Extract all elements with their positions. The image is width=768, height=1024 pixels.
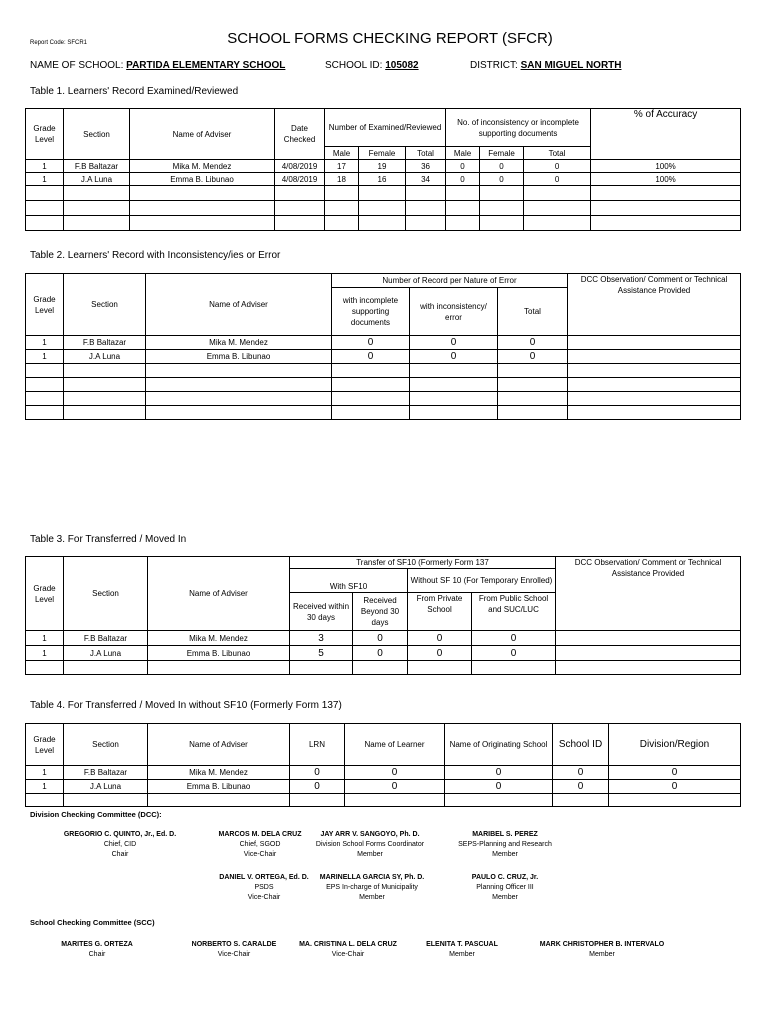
col-female: Female: [359, 147, 406, 160]
signatory-name: DANIEL V. ORTEGA, Ed. D.: [219, 874, 309, 881]
cell-adviser: Mika M. Mendez: [148, 631, 290, 646]
col-total: Total: [406, 147, 446, 160]
col-incomplete-docs: with incomplete supporting documents: [332, 288, 410, 336]
cell-accuracy: 100%: [591, 173, 741, 186]
col-nature-of-error: Number of Record per Nature of Error: [332, 274, 568, 288]
cell-school-id: 0: [553, 780, 609, 794]
table1-caption: Table 1. Learners' Record Examined/Reviewed: [30, 86, 239, 97]
cell-section: F.B Baltazar: [64, 766, 148, 780]
cell-grade: 1: [26, 173, 64, 186]
table-row: [26, 160, 741, 173]
signatory: [50, 830, 190, 860]
signatory-role: Vice-Chair: [247, 894, 281, 901]
col-date-checked: Date Checked: [275, 109, 325, 160]
table-row: [26, 631, 741, 646]
col-adviser: Name of Adviser: [130, 109, 275, 160]
cell-male: 18: [325, 173, 359, 186]
cell-incomplete: 0: [332, 336, 410, 350]
dcc-label: Division Checking Committee (DCC):: [30, 810, 162, 819]
table-row-empty: [26, 378, 741, 392]
cell-inconsistency: 0: [410, 350, 498, 364]
cell-private: 0: [408, 646, 472, 661]
signatory-title: SEPS-Planning and Research: [458, 841, 552, 848]
cell-within-30: 3: [290, 631, 353, 646]
signatory-title: EPS In-charge of Municipality: [326, 884, 418, 891]
signatory: [392, 940, 532, 960]
table-row: [26, 350, 741, 364]
col-learner-name: Name of Learner: [345, 724, 445, 766]
signatory-role: Vice-Chair: [243, 851, 277, 858]
cell-beyond-30: 0: [353, 631, 408, 646]
signatory-name: MARIBEL S. PEREZ: [472, 831, 538, 838]
table-row-empty: [26, 794, 741, 807]
col-section: Section: [64, 109, 130, 160]
cell-inc-total: 0: [524, 160, 591, 173]
school-name-field: NAME OF SCHOOL: PARTIDA ELEMENTARY SCHOOL: [30, 60, 286, 71]
signatory-name: MA. CRISTINA L. DELA CRUZ: [299, 941, 397, 948]
signatory-title: Division School Forms Coordinator: [315, 841, 425, 848]
cell-division: 0: [609, 780, 741, 794]
cell-beyond-30: 0: [353, 646, 408, 661]
table2-caption: Table 2. Learners' Record with Inconsistency/ies or Error: [30, 250, 281, 261]
signatory: [435, 830, 575, 860]
cell-grade: 1: [26, 350, 64, 364]
signatory: [300, 830, 440, 860]
cell-accuracy: 100%: [591, 160, 741, 173]
cell-inc-male: 0: [446, 160, 480, 173]
signatory-name: JAY ARR V. SANGOYO, Ph. D.: [320, 831, 420, 838]
col-total: Total: [524, 147, 591, 160]
cell-section: J.A Luna: [64, 780, 148, 794]
col-accuracy: % of Accuracy: [591, 109, 741, 160]
col-adviser: Name of Adviser: [146, 274, 332, 336]
col-grade-level: Grade Level: [26, 557, 64, 631]
cell-section: J.A Luna: [64, 646, 148, 661]
col-with-sf10: With SF10: [290, 569, 408, 593]
cell-section: J.A Luna: [64, 350, 146, 364]
col-without-sf10: Without SF 10 (For Temporary Enrolled): [408, 569, 556, 593]
cell-public: 0: [472, 646, 556, 661]
col-from-private: From Private School: [408, 593, 472, 631]
col-school-id: School ID: [553, 724, 609, 766]
signatory-name: NORBERTO S. CARALDE: [191, 941, 277, 948]
col-adviser: Name of Adviser: [148, 557, 290, 631]
col-female: Female: [480, 147, 524, 160]
table-row-empty: [26, 186, 741, 201]
table1-learners-examined: [25, 108, 741, 231]
table-row-empty: [26, 216, 741, 231]
cell-section: F.B Baltazar: [64, 631, 148, 646]
cell-adviser: Mika M. Mendez: [130, 160, 275, 173]
signatory-role: Vice-Chair: [331, 951, 365, 958]
cell-inconsistency: 0: [410, 336, 498, 350]
cell-adviser: Mika M. Mendez: [146, 336, 332, 350]
report-title: SCHOOL FORMS CHECKING REPORT (SFCR): [227, 30, 553, 47]
signatory: [302, 873, 442, 903]
signatory-role: Chair: [88, 951, 106, 958]
col-transfer-sf10: Transfer of SF10 (Formerly Form 137: [290, 557, 556, 569]
cell-total: 34: [406, 173, 446, 186]
cell-within-30: 5: [290, 646, 353, 661]
col-dcc-observation: DCC Observation/ Comment or Technical Assistance Provided: [568, 274, 741, 336]
signatory-name: PAULO C. CRUZ, Jr.: [471, 874, 539, 881]
scc-label: School Checking Committee (SCC): [30, 918, 155, 927]
col-from-public: From Public School and SUC/LUC: [472, 593, 556, 631]
col-within-30-days: Received within 30 days: [290, 593, 353, 631]
report-code: Report Code: SFCR1: [30, 40, 88, 46]
table2-inconsistency: [25, 273, 741, 420]
signatory-role: Member: [589, 951, 615, 958]
col-beyond-30-days: Received Beyond 30 days: [353, 593, 408, 631]
cell-section: F.B Baltazar: [64, 336, 146, 350]
signatory-role: Member: [492, 851, 518, 858]
table-row-empty: [26, 661, 741, 675]
col-inconsistency-error: with inconsistency/ error: [410, 288, 498, 336]
cell-female: 19: [359, 160, 406, 173]
cell-incomplete: 0: [332, 350, 410, 364]
table-row-empty: [26, 201, 741, 216]
signatory-role: Member: [449, 951, 475, 958]
signatory-name: GREGORIO C. QUINTO, Jr., Ed. D.: [63, 831, 177, 838]
table3-caption: Table 3. For Transferred / Moved In: [30, 534, 187, 545]
cell-section: J.A Luna: [64, 173, 130, 186]
table-row: [26, 173, 741, 186]
signatory-name: MARCOS M. DELA CRUZ: [218, 831, 302, 838]
table-row: [26, 336, 741, 350]
signatory-role: Member: [359, 894, 385, 901]
cell-grade: 1: [26, 631, 64, 646]
cell-grade: 1: [26, 160, 64, 173]
cell-grade: 1: [26, 336, 64, 350]
cell-inc-total: 0: [524, 173, 591, 186]
cell-public: 0: [472, 631, 556, 646]
cell-school-id: 0: [553, 766, 609, 780]
cell-origin: 0: [445, 766, 553, 780]
col-grade-level: Grade Level: [26, 724, 64, 766]
cell-grade: 1: [26, 780, 64, 794]
col-dcc-observation: DCC Observation/ Comment or Technical Assistance Provided: [556, 557, 741, 631]
table4-without-sf10: [25, 723, 741, 807]
col-section: Section: [64, 557, 148, 631]
cell-lrn: 0: [290, 780, 345, 794]
signatory: [435, 873, 575, 903]
cell-grade: 1: [26, 646, 64, 661]
cell-adviser: Emma B. Libunao: [130, 173, 275, 186]
cell-female: 16: [359, 173, 406, 186]
cell-origin: 0: [445, 780, 553, 794]
table-row-empty: [26, 364, 741, 378]
col-male: Male: [325, 147, 359, 160]
school-id-field: SCHOOL ID: 105082: [325, 60, 419, 71]
table-row: [26, 766, 741, 780]
table-row: [26, 646, 741, 661]
col-adviser: Name of Adviser: [148, 724, 290, 766]
cell-inc-female: 0: [480, 160, 524, 173]
col-grade-level: Grade Level: [26, 109, 64, 160]
cell-inc-female: 0: [480, 173, 524, 186]
cell-adviser: Emma B. Libunao: [146, 350, 332, 364]
cell-division: 0: [609, 766, 741, 780]
table-row-empty: [26, 406, 741, 420]
signatory-title: PSDS: [254, 884, 274, 891]
col-section: Section: [64, 724, 148, 766]
col-male: Male: [446, 147, 480, 160]
cell-adviser: Mika M. Mendez: [148, 766, 290, 780]
signatory-role: Member: [357, 851, 383, 858]
signatory-role: Member: [492, 894, 518, 901]
cell-adviser: Emma B. Libunao: [148, 646, 290, 661]
signatory-title: Chief, SGOD: [239, 841, 281, 848]
col-originating-school: Name of Originating School: [445, 724, 553, 766]
col-examined: Number of Examined/Reviewed: [325, 109, 446, 147]
signatory-name: ELENITA T. PASCUAL: [426, 941, 498, 948]
col-inconsistency: No. of inconsistency or incomplete supporting documents: [446, 109, 591, 147]
cell-learner: 0: [345, 780, 445, 794]
cell-total: 0: [498, 350, 568, 364]
col-lrn: LRN: [290, 724, 345, 766]
col-total: Total: [498, 288, 568, 336]
table-row: [26, 780, 741, 794]
cell-section: F.B Baltazar: [64, 160, 130, 173]
cell-total: 0: [498, 336, 568, 350]
cell-total: 36: [406, 160, 446, 173]
cell-adviser: Emma B. Libunao: [148, 780, 290, 794]
signatory-title: Chief, CID: [103, 841, 137, 848]
col-section: Section: [64, 274, 146, 336]
signatory-name: MARINELLA GARCIA SY, Ph. D.: [319, 874, 425, 881]
signatory-title: Planning Officer III: [476, 884, 534, 891]
signatory: [27, 940, 167, 960]
cell-private: 0: [408, 631, 472, 646]
table3-transferred-in: [25, 556, 741, 675]
signatory-name: MARK CHRISTOPHER B. INTERVALO: [539, 941, 665, 948]
cell-learner: 0: [345, 766, 445, 780]
district-field: DISTRICT: SAN MIGUEL NORTH: [470, 60, 622, 71]
cell-male: 17: [325, 160, 359, 173]
col-grade-level: Grade Level: [26, 274, 64, 336]
signatory-name: MARITES G. ORTEZA: [61, 941, 133, 948]
cell-lrn: 0: [290, 766, 345, 780]
table-row-empty: [26, 392, 741, 406]
signatory-role: Chair: [111, 851, 129, 858]
cell-grade: 1: [26, 766, 64, 780]
signatory: [522, 940, 682, 960]
col-division-region: Division/Region: [609, 724, 741, 766]
cell-date: 4/08/2019: [275, 173, 325, 186]
cell-inc-male: 0: [446, 173, 480, 186]
table4-caption: Table 4. For Transferred / Moved In without SF10 (Formerly Form 137): [30, 700, 342, 711]
cell-date: 4/08/2019: [275, 160, 325, 173]
signatory-role: Vice-Chair: [217, 951, 251, 958]
